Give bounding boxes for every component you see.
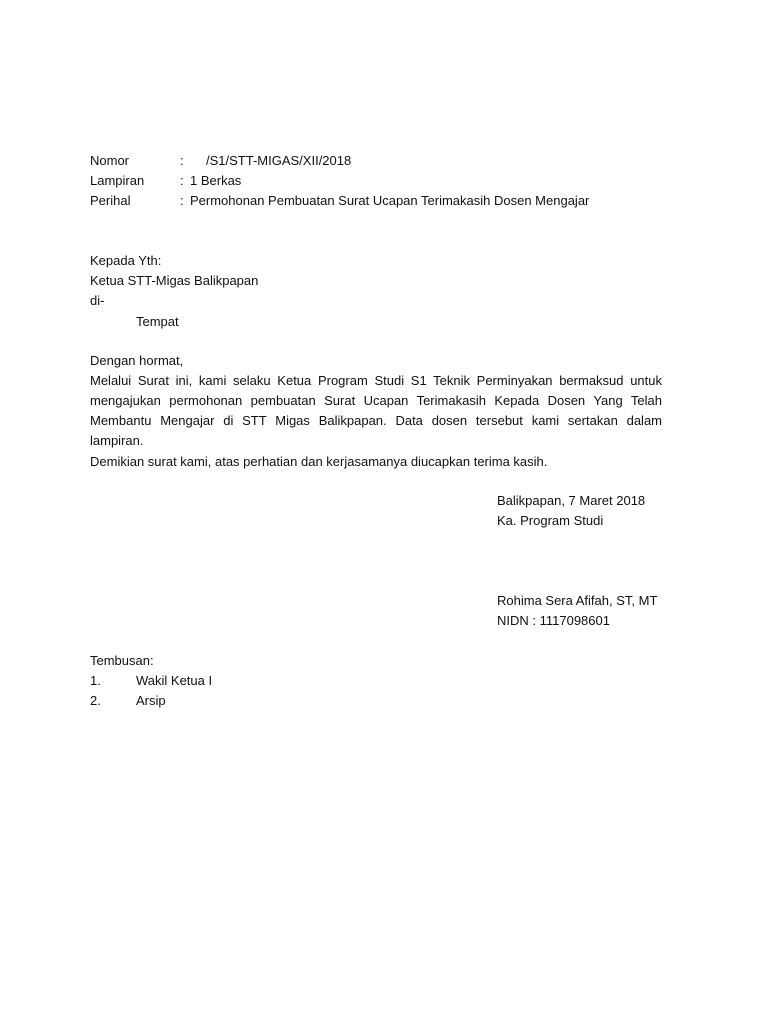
meta-nomor-label: Nomor	[90, 153, 130, 168]
list-item	[90, 672, 390, 690]
signature-name: Rohima Sera Afifah, ST, MT	[497, 593, 658, 608]
meta-lampiran-label: Lampiran	[90, 173, 145, 188]
meta-lampiran-value: 1 Berkas	[190, 173, 242, 188]
signature-place-date: Balikpapan, 7 Maret 2018	[497, 493, 646, 508]
meta-perihal-value: Permohonan Pembuatan Surat Ucapan Terimakasih Dosen Mengajar	[190, 193, 590, 208]
closing-sentence: Demikian surat kami, atas perhatian dan kerjasamanya diucapkan terima kasih.	[90, 454, 548, 469]
recipient-place: Tempat	[136, 314, 179, 329]
meta-nomor-colon: :	[180, 153, 184, 168]
meta-perihal-label: Perihal	[90, 193, 131, 208]
cc-item-number: 2.	[90, 693, 101, 708]
meta-lampiran-colon: :	[180, 173, 184, 188]
cc-item-number: 1.	[90, 673, 101, 688]
recipient-di: di-	[90, 293, 105, 308]
meta-nomor	[90, 152, 690, 170]
list-item	[90, 692, 390, 710]
signature-position: Ka. Program Studi	[497, 513, 604, 528]
recipient-greeting: Kepada Yth:	[90, 253, 162, 268]
meta-nomor-value: /S1/STT-MIGAS/XII/2018	[206, 153, 352, 168]
signature-nidn: NIDN : 1117098601	[497, 613, 610, 628]
body-paragraph: Melalui Surat ini, kami selaku Ketua Program Studi S1 Teknik Perminyakan bermaksud untuk mengajukan permohonan pembuatan Surat Ucapan Terimakasih Kepada Dosen Yang Telah Membantu Mengajar di STT Migas Balikpapan. Data dosen tersebut kami sertakan dalam lampiran.	[90, 373, 662, 448]
meta-perihal	[90, 192, 690, 210]
cc-title: Tembusan:	[90, 653, 154, 668]
recipient-name: Ketua STT-Migas Balikpapan	[90, 273, 259, 288]
cc-item-text: Wakil Ketua I	[136, 673, 213, 688]
salutation: Dengan hormat,	[90, 353, 184, 368]
cc-item-text: Arsip	[136, 693, 166, 708]
meta-lampiran	[90, 172, 690, 190]
meta-perihal-colon: :	[180, 193, 184, 208]
